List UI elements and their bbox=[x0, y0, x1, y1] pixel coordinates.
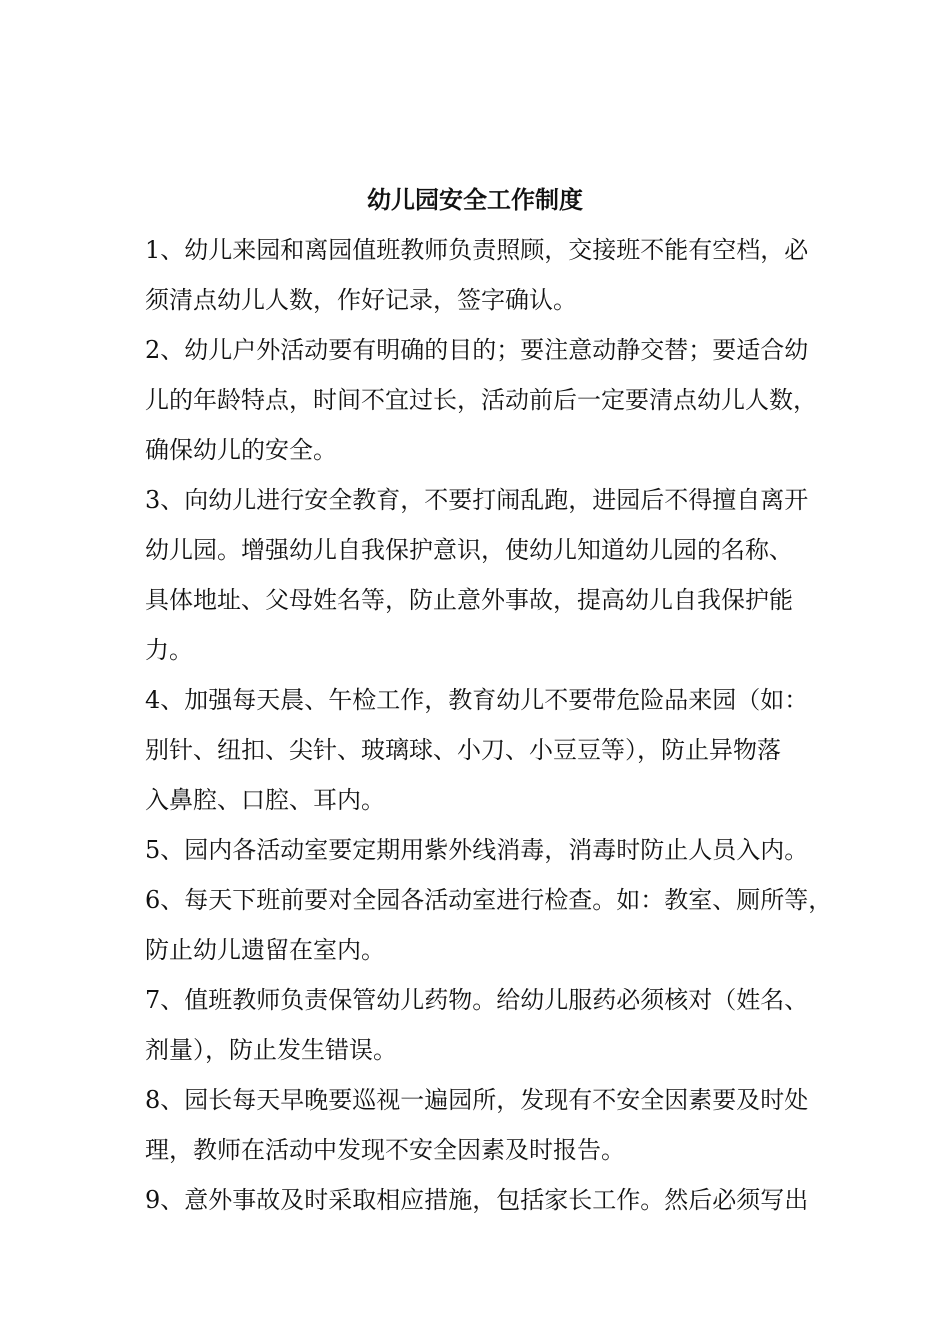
text-line: 4、加强每天晨、午检工作，教育幼儿不要带危险品来园（如： bbox=[145, 686, 809, 714]
text-line: 力。 bbox=[145, 636, 193, 664]
text-line: 5、园内各活动室要定期用紫外线消毒，消毒时防止人员入内。 bbox=[145, 836, 809, 864]
text-line: 9、意外事故及时采取相应措施，包括家长工作。然后必须写出 bbox=[145, 1186, 809, 1214]
text-line: 确保幼儿的安全。 bbox=[145, 436, 337, 464]
text-line: 儿的年龄特点，时间不宜过长，活动前后一定要清点幼儿人数， bbox=[145, 386, 817, 414]
text-line: 幼儿园。增强幼儿自我保护意识，使幼儿知道幼儿园的名称、 bbox=[145, 536, 793, 564]
text-line: 1、幼儿来园和离园值班教师负责照顾，交接班不能有空档，必 bbox=[145, 236, 809, 264]
text-line: 防止幼儿遗留在室内。 bbox=[145, 936, 385, 964]
text-line: 6、每天下班前要对全园各活动室进行检查。如：教室、厕所等， bbox=[145, 886, 833, 914]
text-line: 7、值班教师负责保管幼儿药物。给幼儿服药必须核对（姓名、 bbox=[145, 986, 809, 1014]
text-line: 理，教师在活动中发现不安全因素及时报告。 bbox=[145, 1136, 625, 1164]
text-line: 3、向幼儿进行安全教育，不要打闹乱跑，进园后不得擅自离开 bbox=[145, 486, 809, 514]
text-line: 别针、纽扣、尖针、玻璃球、小刀、小豆豆等），防止异物落 bbox=[145, 736, 781, 764]
text-line: 入鼻腔、口腔、耳内。 bbox=[145, 786, 385, 814]
text-line: 须清点幼儿人数，作好记录，签字确认。 bbox=[145, 286, 577, 314]
text-line: 8、园长每天早晚要巡视一遍园所，发现有不安全因素要及时处 bbox=[145, 1086, 809, 1114]
text-line: 具体地址、父母姓名等，防止意外事故，提高幼儿自我保护能 bbox=[145, 586, 793, 614]
text-line: 剂量），防止发生错误。 bbox=[145, 1036, 397, 1064]
document-title: 幼儿园安全工作制度 bbox=[367, 185, 583, 214]
text-line: 2、幼儿户外活动要有明确的目的；要注意动静交替；要适合幼 bbox=[145, 336, 809, 364]
